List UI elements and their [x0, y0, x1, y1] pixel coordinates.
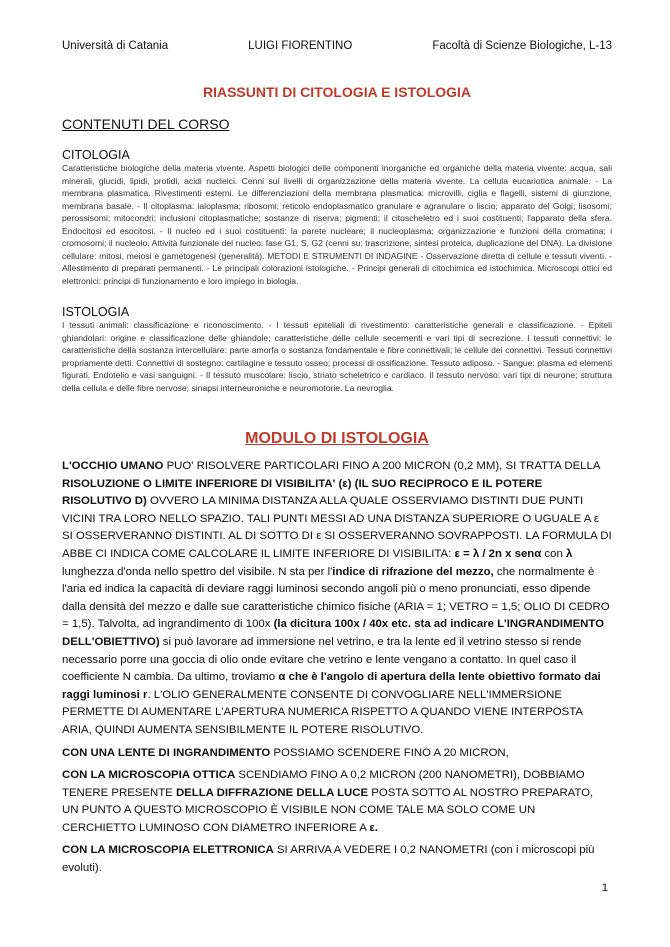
p2-bold-1: CON UNA LENTE DI INGRANDIMENTO	[62, 746, 271, 759]
p1-text-3: con	[541, 547, 566, 560]
page-header	[62, 40, 612, 52]
page-number: 1	[601, 882, 608, 894]
p1-bold-5: indice di rifrazione del mezzo,	[332, 565, 494, 578]
paragraph-occhio-umano	[62, 458, 612, 740]
p1-text-1: PUO' RISOLVERE PARTICOLARI FINO A 200 MICRON (0,2 MM), SI TRATTA DELLA	[163, 460, 600, 472]
p3-bold-1: CON LA MICROSCOPIA OTTICA	[62, 769, 236, 782]
header-author: LUIGI FIORENTINO	[248, 40, 353, 52]
istologia-text: I tessuti animali: classificazione e riconoscimento. - I tessuti epiteliali di rivestimento: caratteristiche generali e classificazione. - Epiteli ghiandolari: origine e classificazione delle ghiandole; caratteristiche delle cellule secernenti e vari tipi di secrezione. I tessuti connettivi: le caratteristiche della sostanza intercellulare: parte amorfa o sostanza fondamentale e fibre connettivali; le cellule dei connettivi. Tessuti connettivi propriamente detti. Connettivi di sostegno: cartilagine e tessuto osseo; processi di ossificazione. Tessuto adiposo. - Sangue: plasma ed elementi figurati. Endotelio e vasi sanguigni. - Il tessuto muscolare: liscio, striato scheletrico e cardiaco. Il tessuto nervoso: vari tipi di neurone; struttura della cellula e delle fibre nervose; sinapsi interneuroniche e neuromotorie. La nevroglia.	[62, 320, 612, 393]
modulo-title: MODULO DI ISTOLOGIA	[245, 430, 429, 447]
p3-bold-2: DELLA DIFFRAZIONE DELLA LUCE	[175, 786, 369, 799]
modulo-body	[62, 458, 612, 878]
header-university: Università di Catania	[62, 40, 169, 52]
p1-text-4: lunghezza d'onda nello spettro del visibile. N sta per l'	[62, 565, 333, 578]
paragraph-lente-ingrandimento	[62, 745, 612, 763]
document-title: RIASSUNTI DI CITOLOGIA E ISTOLOGIA	[202, 84, 472, 100]
p1-bold-2: RISOLUZIONE O LIMITE INFERIORE DI VISIBILITA' (ε) (IL SUO RECIPROCO E IL POTERE RISOLUTIVO D)	[62, 477, 543, 508]
citologia-heading: CITOLOGIA	[62, 148, 130, 162]
course-contents-heading: CONTENUTI DEL CORSO	[62, 116, 230, 132]
p1-text-5: che normalmente è l'aria ed indica la capacità di deviare raggi luminosi secondo angoli più o meno pronunciati, esso dipende dalla densità del mezzo e dalle sue caratteristiche chimico fisiche (ARIA = 1; VETRO = 1,5; OLIO DI CEDRO = 1,5). Talvolta, ad ingrandimento di 100x	[62, 565, 610, 631]
p1-lambda: λ	[565, 547, 573, 560]
p2-text-1: POSSIAMO SCENDERE FINO A 20 MICRON,	[270, 746, 509, 759]
p1-text-2: OVVERO LA MINIMA DISTANZA ALLA QUALE OSSERVIAMO DISTINTI DUE PUNTI VICINI TRA LORO NELLO SPAZIO. TALI PUNTI MESSI AD UNA DISTANZA SUPERIORE O UGUALE A ε SI OSSERVERANNO DISTINTI. AL DI SOTTO DI ε SI OSSERVERANNO SOVRAPPOSTI. LA FORMULA DI ABBE CI INDICA COME CALCOLARE IL LIMITE INFERIORE DI VISIBILITA:	[62, 495, 612, 560]
p4-bold-1: CON LA MICROSCOPIA ELETTRONICA	[62, 844, 274, 857]
document-page	[62, 40, 612, 883]
p1-text-7: . L'OLIO GENERALMENTE CONSENTE DI CONVOGLIARE NELL'IMMERSIONE PERMETTE DI AUMENTARE L'APERTURA NUMERICA RISPETTO A QUANDO VIENE INTERPOSTA ARIA, QUINDI AUMENTA SENSIBILMENTE IL POTERE RISOLUTIVO.	[62, 688, 583, 736]
istologia-heading: ISTOLOGIA	[62, 305, 130, 319]
p1-bold-7: α che è l'angolo di apertura della lente obiettivo formato dai raggi luminosi r	[62, 671, 601, 701]
p1-text-6: si può lavorare ad immersione nel vetrino, e tra la lente ed il vetrino stesso si rende necessario porre una goccia di olio onde evitare che vetrino e lente vengano a contatto. In quel caso il coefficiente N cambia. Da ultimo, troviamo	[62, 635, 582, 684]
p3-bold-3: ε.	[369, 821, 378, 834]
paragraph-microscopia-ottica	[62, 767, 612, 837]
p1-formula: ε = λ / 2n x senα	[454, 547, 542, 560]
p4-text-1: SI ARRIVA A VEDERE I 0,2 NANOMETRI (con i microscopi più evoluti).	[62, 844, 595, 875]
paragraph-microscopia-elettronica	[62, 842, 612, 877]
p3-text-2: POSTA SOTTO AL NOSTRO PREPARATO, UN PUNTO A QUESTO MICROSCOPIO È VISIBILE NON COME TALE MA SOLO COME UN CERCHIETTO LUMINOSO CON DIAMETRO INFERIORE A	[62, 786, 594, 834]
p1-bold-6: (la dicitura 100x / 40x etc. sta ad indicare L'INGRANDIMENTO DELL'OBIETTIVO)	[62, 618, 605, 648]
header-faculty: Facoltà di Scienze Biologiche, L-13	[432, 40, 612, 52]
p3-text-1: SCENDIAMO FINO A 0,2 MICRON (200 NANOMETRI), DOBBIAMO TENERE PRESENTE	[62, 769, 585, 799]
p1-bold-1: L'OCCHIO UMANO	[62, 460, 164, 472]
citologia-text: Caratteristiche biologiche della materia vivente. Aspetti biologici delle componenti inorganiche ed organiche della materia vivente: acqua, sali minerali, glucidi, lipidi, protidi, acidi nucleici. Cenni sui livelli di organizzazione della materia vivente. La cellula eucariotica animale. - La membrana plasmatica. Rivestimenti esterni. Le differenziazioni della membrana plasmatica: microvilli, ciglia e flagelli, sistemi di giunzione, membrana basale. - Il citoplasma: ialoplasma; ribosomi; reticolo endoplasmatico granulare e agranulare o liscio; apparato del Golgi; lisosomi; perossisomi; mitocondri; inclusioni citoplasmatiche; sostanze di riserva; pigmenti; il citoscheletro ed i suoi costituenti; l'apparato della sfera. Endocitosi ed esocitosi. - Il nucleo ed i suoi costituenti: la parete nucleare; il nucleoplasma; organizzazione e funzioni della cromatina; i cromosomi; il nucleolo. Attività funzionale del nucleo: fase G1, S, G2 (cenni su: trascrizione, sintesi proteica, duplicazione del DNA). La divisione cellulare: mitosi, meiosi e gametogenesi (generalità). METODI E STRUMENTI DI INDAGINE - Osservazione diretta di cellule e tessuti viventi. - Allestimento di preparati permanenti. - Le principali colorazioni istologiche. - Principi generali di citochimica ed istochimica. Microscopi ottici ed elettronici: principi di funzionamento e loro impiego in biologia.	[62, 163, 612, 286]
